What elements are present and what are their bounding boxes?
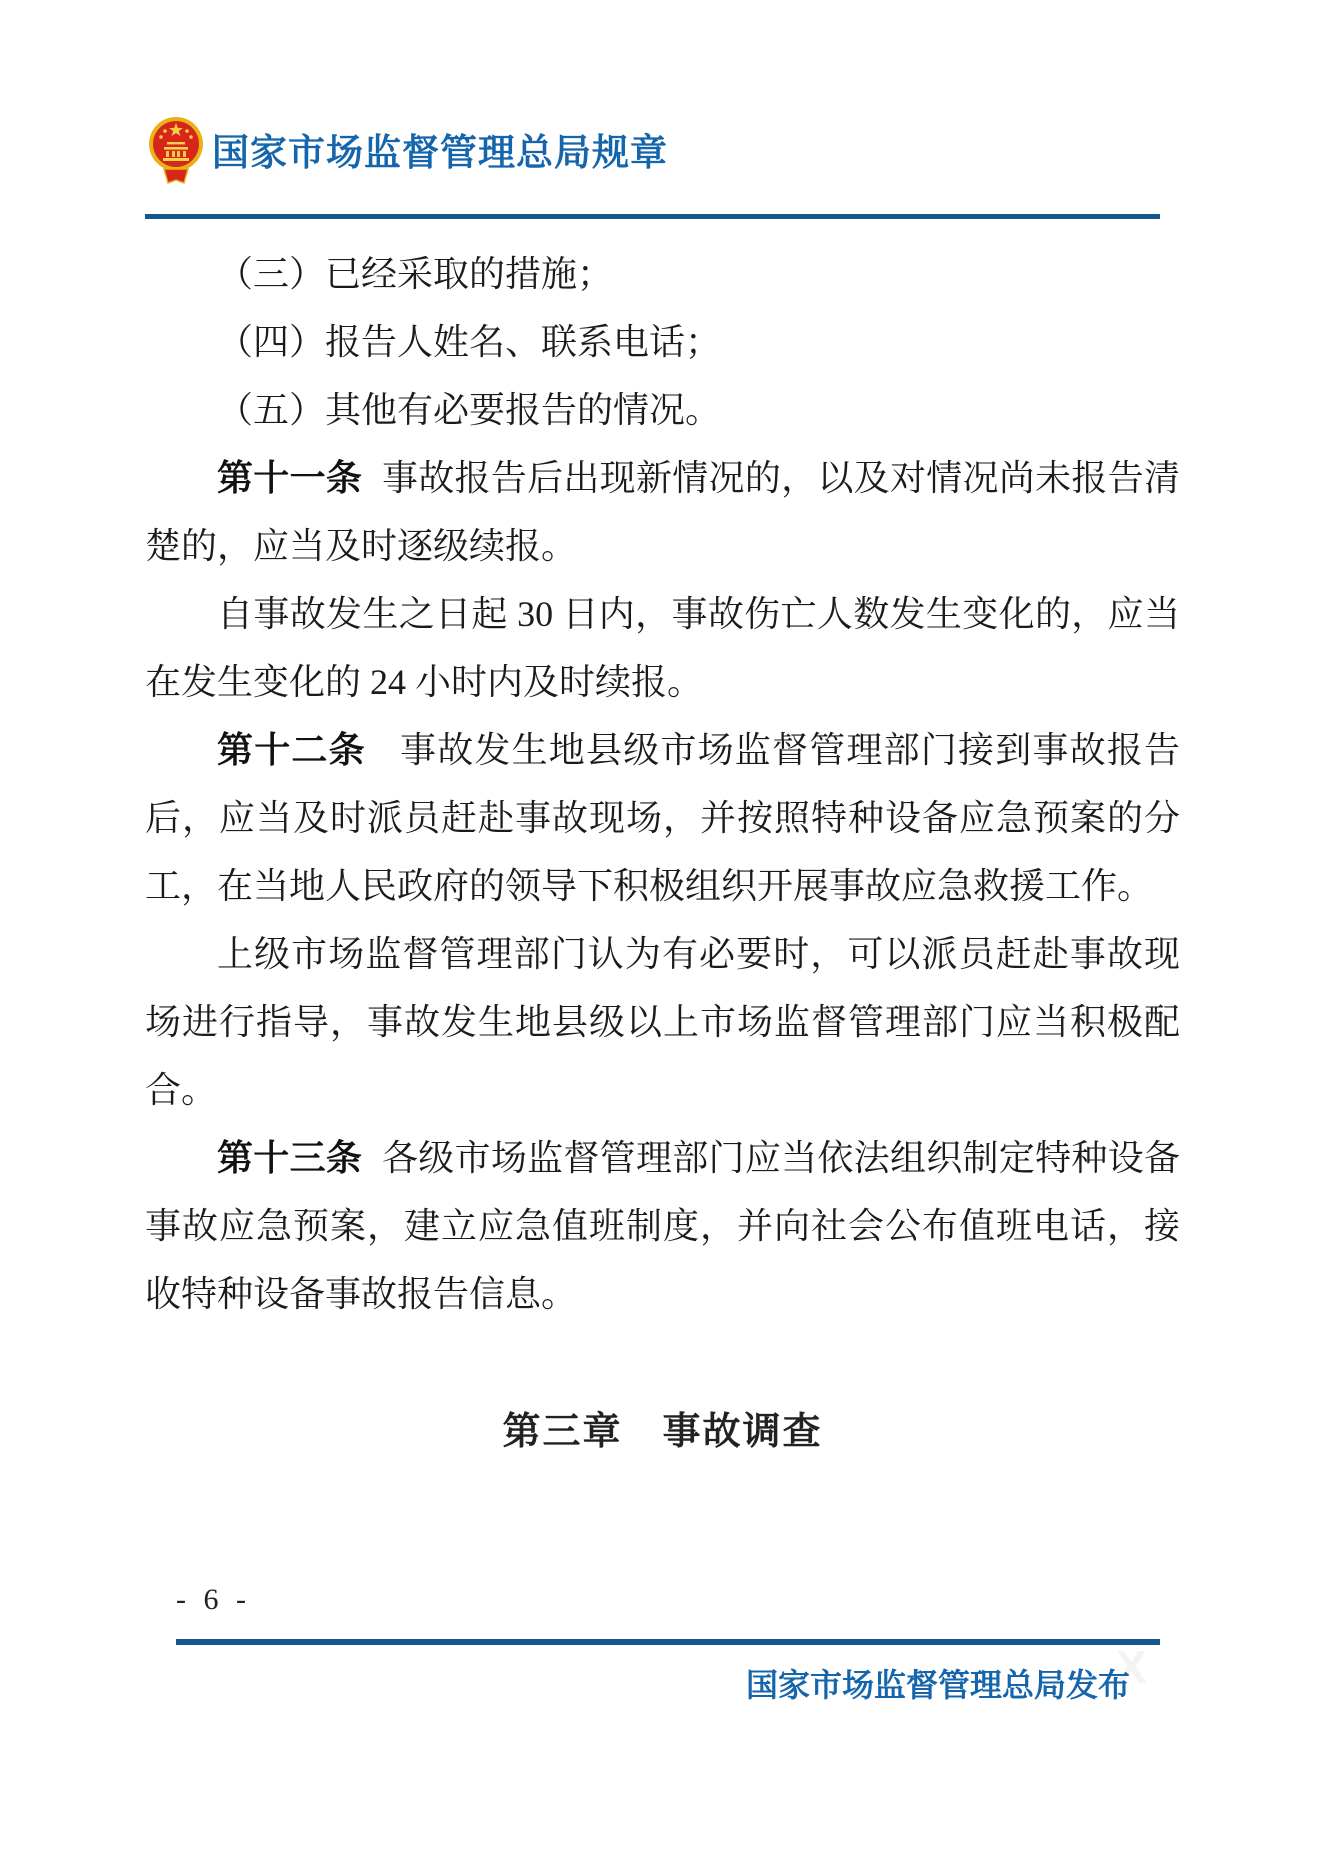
page-number: - 6 - (176, 1583, 251, 1616)
body-paragraph: 上级市场监督管理部门认为有必要时，可以派员赶赴事故现场进行指导，事故发生地县级以上市场监督管理部门应当积极配合。 (145, 934, 1180, 1110)
article-paragraph (145, 716, 1180, 920)
header-title: 国家市场监督管理总局规章 (212, 132, 668, 173)
article-number: 第十三条 (217, 1137, 363, 1178)
article-paragraph (145, 1124, 1180, 1328)
page-header (148, 114, 668, 184)
list-item: （五）其他有必要报告的情况。 (217, 390, 722, 430)
article-number: 第十一条 (217, 457, 363, 498)
footer-rule (176, 1639, 1160, 1645)
document-body (145, 240, 1180, 1466)
article-text: 事故报告后出现新情况的，以及对情况尚未报告清楚的，应当及时逐级续报。 (145, 458, 1180, 566)
article-paragraph (145, 444, 1180, 580)
header-rule (145, 214, 1160, 219)
footer-publisher: 国家市场监督管理总局发布 (745, 1667, 1130, 1703)
list-item: （三）已经采取的措施； (217, 254, 614, 294)
chapter-heading: 第三章 事故调查 (502, 1411, 823, 1453)
body-paragraph: 自事故发生之日起 30 日内，事故伤亡人数发生变化的，应当在发生变化的 24 小时内及时续报。 (145, 594, 1180, 702)
list-item: （四）报告人姓名、联系电话； (217, 322, 722, 362)
article-text: 事故发生地县级市场监督管理部门接到事故报告后，应当及时派员赶赴事故现场，并按照特种设备应急预案的分工，在当地人民政府的领导下积极组织开展事故应急救援工作。 (145, 730, 1180, 906)
article-text: 各级市场监督管理部门应当依法组织制定特种设备事故应急预案，建立应急值班制度，并向社会公布值班电话，接收特种设备事故报告信息。 (145, 1138, 1180, 1314)
watermark: X (1116, 1641, 1147, 1693)
article-number: 第十二条 (217, 729, 366, 770)
national-emblem-icon (148, 114, 204, 184)
